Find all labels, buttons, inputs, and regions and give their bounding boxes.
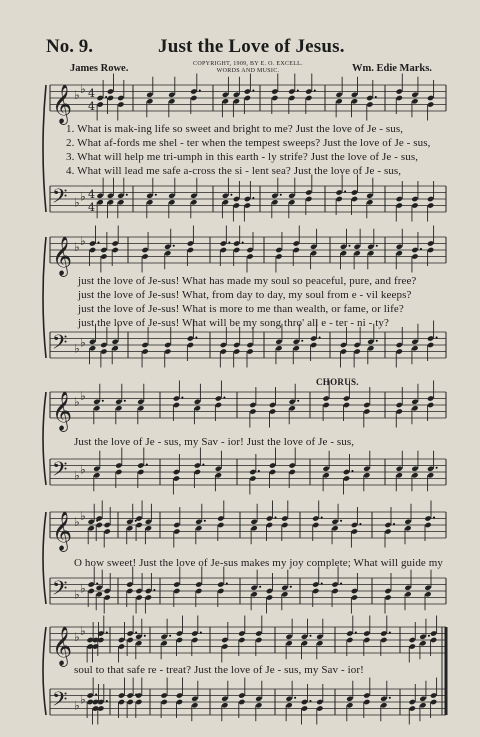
bass-clef-icon: 𝄢: [52, 330, 68, 359]
dot: [155, 194, 157, 196]
bass-clef-icon: 𝄢: [52, 576, 68, 605]
bass-clef-icon: 𝄢: [52, 184, 68, 213]
dot: [202, 464, 204, 466]
dot: [228, 242, 230, 244]
copyright-line: COPYRIGHT, 1909, BY E. O. EXCELL.: [193, 61, 303, 67]
dot: [420, 248, 422, 250]
flat-icon: ♭: [80, 234, 86, 248]
dot: [135, 632, 137, 634]
flat-icon: ♭: [74, 698, 80, 713]
dot: [389, 632, 391, 634]
dot: [252, 197, 254, 199]
flat-icon: ♭: [74, 394, 80, 409]
verse-3-line-2: just the love of Je-sus! What is more to me than wealth, or fame, or life?: [78, 303, 404, 315]
brace: [43, 512, 46, 604]
dot: [309, 700, 311, 702]
dot: [105, 96, 107, 98]
dot: [173, 245, 175, 247]
flat-icon: ♭: [74, 587, 80, 602]
verse-4-line-2: just the love of Je-sus! What will be my song thro' all e - ter - ni - ty?: [78, 317, 390, 329]
dot: [199, 90, 201, 92]
flat-icon: ♭: [80, 509, 86, 523]
dot: [309, 635, 311, 637]
flat-icon: ♭: [74, 341, 80, 356]
dot: [319, 337, 321, 339]
flat-icon: ♭: [80, 692, 86, 707]
time-signature: 4: [88, 87, 95, 100]
dot: [146, 464, 148, 466]
chorus-label: CHORUS.: [316, 377, 359, 387]
dot: [376, 340, 378, 342]
flat-icon: ♭: [80, 335, 86, 350]
dot: [102, 400, 104, 402]
flat-icon: ♭: [80, 624, 86, 638]
dot: [321, 517, 323, 519]
dot: [355, 632, 357, 634]
flat-icon: ♭: [80, 389, 86, 403]
treble-clef-icon: 𝄞: [52, 236, 73, 276]
dot: [348, 245, 350, 247]
brace: [43, 237, 46, 358]
dot: [393, 523, 395, 525]
time-signature: 4: [88, 100, 95, 113]
dot: [252, 90, 254, 92]
dot: [96, 583, 98, 585]
time-signature: 4: [88, 201, 95, 214]
dot: [274, 517, 276, 519]
dot: [321, 583, 323, 585]
dot: [144, 635, 146, 637]
dot: [95, 694, 97, 696]
dot: [290, 586, 292, 588]
dot: [242, 242, 244, 244]
brace: [43, 392, 46, 485]
verse-4-line-1: 4. What will lead me safe a-cross the si - lent sea? Just the love of Je - sus,: [66, 165, 402, 177]
chorus-line-3: soul to that safe re - treat? Just the love of Je - sus, my Sav - ior!: [74, 664, 364, 676]
flat-icon: ♭: [80, 581, 86, 596]
flat-icon: ♭: [74, 514, 80, 529]
dot: [297, 400, 299, 402]
dot: [297, 90, 299, 92]
dot: [169, 635, 171, 637]
chorus-line-1: Just the love of Je - sus, my Sav - ior! Just the love of Je - sus,: [74, 436, 355, 448]
dot: [98, 242, 100, 244]
treble-clef-icon: 𝄞: [52, 626, 73, 666]
dot: [153, 589, 155, 591]
dot: [436, 467, 438, 469]
time-signature: 4: [88, 188, 95, 201]
dot: [389, 697, 391, 699]
treble-clef-icon: 𝄞: [52, 391, 73, 431]
verse-3-line-1: 3. What will help me tri-umph in this earth - ly strife? Just the love of Je - sus,: [66, 151, 419, 163]
flat-icon: ♭: [74, 629, 80, 644]
dot: [126, 194, 128, 196]
treble-clef-icon: 𝄞: [52, 511, 73, 551]
dot: [340, 583, 342, 585]
verse-2-line-1: 2. What af-fords me shel - ter when the tempest sweeps? Just the love of Je - sus,: [66, 137, 431, 149]
dot: [200, 632, 202, 634]
flat-icon: ♭: [74, 87, 80, 102]
dot: [436, 337, 438, 339]
flat-icon: ♭: [80, 462, 86, 477]
dot: [340, 520, 342, 522]
bass-clef-icon: 𝄢: [52, 457, 68, 486]
verse-2-line-2: just the love of Je-sus! What, from day to day, my soul from e - vil keeps?: [78, 289, 412, 301]
dot: [195, 337, 197, 339]
dot: [223, 397, 225, 399]
verse-1-line-1: 1. What is mak-ing life so sweet and bright to me? Just the love of Je - sus,: [66, 123, 404, 135]
dot: [106, 632, 108, 634]
brace: [43, 85, 46, 212]
dot: [375, 96, 377, 98]
brace: [43, 627, 46, 715]
dot: [376, 245, 378, 247]
dot: [344, 191, 346, 193]
dot: [124, 400, 126, 402]
flat-icon: ♭: [80, 189, 86, 204]
dot: [258, 470, 260, 472]
dot: [204, 520, 206, 522]
treble-clef-icon: 𝄞: [52, 84, 73, 124]
hymn-number: No. 9.: [46, 36, 93, 57]
flat-icon: ♭: [74, 195, 80, 210]
dot: [106, 700, 108, 702]
hymn-title: Just the Love of Jesus.: [158, 36, 345, 57]
flat-icon: ♭: [74, 239, 80, 254]
dot: [280, 194, 282, 196]
flat-icon: ♭: [80, 82, 86, 96]
dot: [351, 470, 353, 472]
flat-icon: ♭: [74, 468, 80, 483]
dot: [226, 583, 228, 585]
dot: [428, 635, 430, 637]
dot: [433, 517, 435, 519]
chorus-line-2: O how sweet! Just the love of Je-sus makes my joy complete; What will guide my: [74, 557, 444, 569]
dot: [181, 397, 183, 399]
dot: [359, 523, 361, 525]
dot: [230, 194, 232, 196]
bass-clef-icon: 𝄢: [52, 687, 68, 716]
verse-1-line-2: just the love of Je-sus! What has made my soul so peaceful, pure, and free?: [78, 275, 417, 287]
dot: [294, 697, 296, 699]
author-credit: James Rowe.: [70, 63, 129, 74]
composer-credit: Wm. Edie Marks.: [352, 63, 432, 74]
dot: [259, 586, 261, 588]
copyright-line-2: WORDS AND MUSIC.: [216, 68, 280, 74]
dot: [314, 90, 316, 92]
dot: [301, 340, 303, 342]
